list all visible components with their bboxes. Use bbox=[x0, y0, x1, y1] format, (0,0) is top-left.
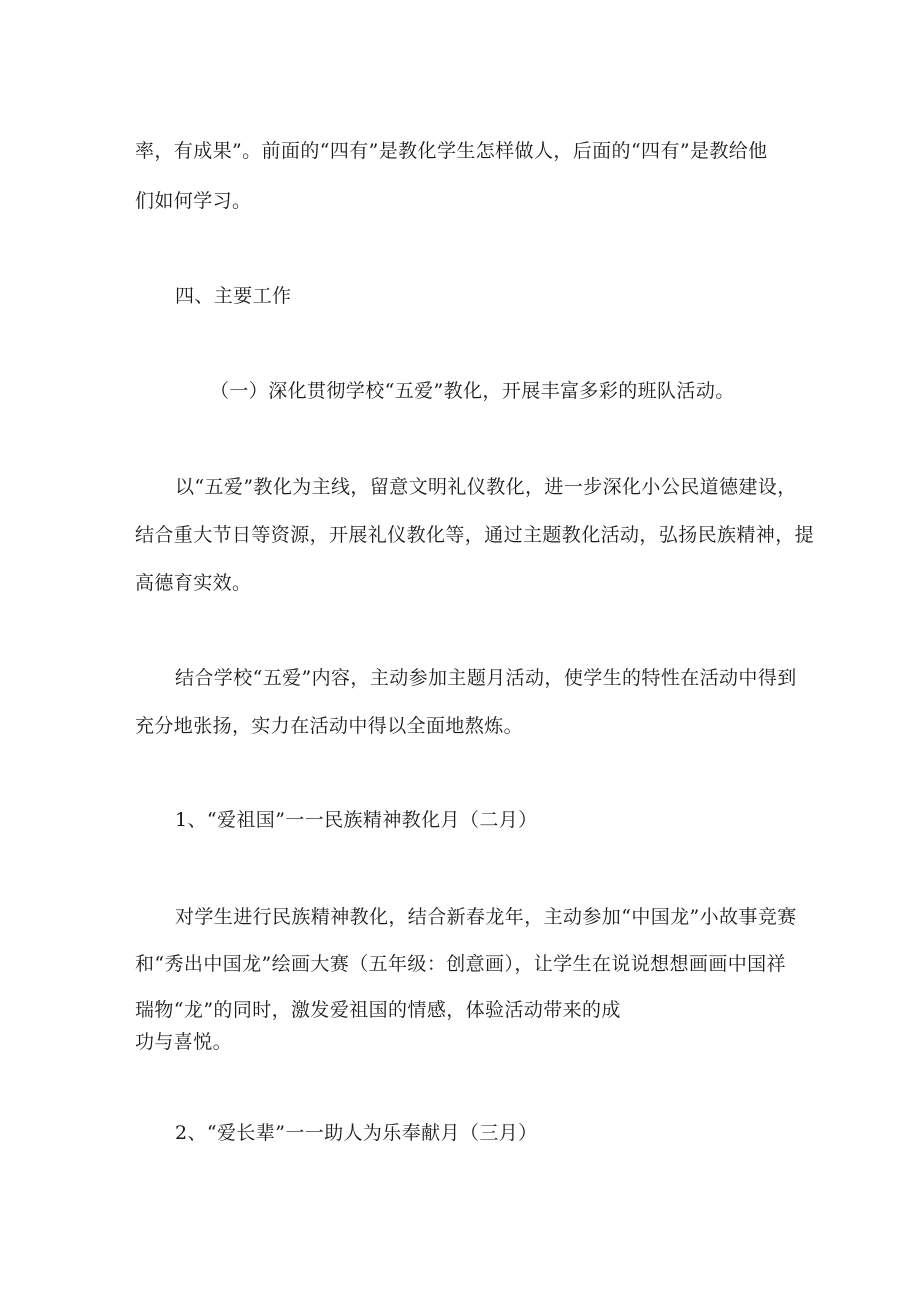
para-4-line-3: 瑞物“龙”的同时，激发爱祖国的情感，体验活动带来的成 bbox=[135, 999, 621, 1021]
subheading-wuai-education: （一）深化贯彻学校“五爱”教化，开展丰富多彩的班队活动。 bbox=[210, 380, 735, 402]
para-2-line-2: 结合重大节日等资源，开展礼仪教化等，通过主题教化活动，弘扬民族精神，提 bbox=[135, 524, 815, 546]
para-intro-line-2: 们如何学习。 bbox=[135, 190, 252, 212]
para-2-line-1: 以“五爱”教化为主线，留意文明礼仪教化，进一步深化小公民道德建设， bbox=[175, 476, 797, 498]
heading-main-work: 四、主要工作 bbox=[175, 285, 292, 307]
para-3-line-1: 结合学校“五爱”内容，主动参加主题月活动，使学生的特性在活动中得到 bbox=[175, 667, 797, 689]
para-4-line-4: 功与喜悦。 bbox=[135, 1031, 233, 1053]
para-4-line-1: 对学生进行民族精神教化，结合新春龙年，主动参加“中国龙”小故事竞赛 bbox=[175, 906, 797, 928]
para-2-line-3: 高德育实效。 bbox=[135, 572, 252, 594]
para-3-line-2: 充分地张扬，实力在活动中得以全面地熬炼。 bbox=[135, 715, 524, 737]
item-2-title: 2、“爱长辈”一一助人为乐奉献月（三月） bbox=[175, 1122, 538, 1144]
item-1-title: 1、“爱祖国”一一民族精神教化月（二月） bbox=[175, 809, 538, 831]
para-intro-line-1: 率，有成果”。前面的“四有”是教化学生怎样做人，后面的“四有”是教给他 bbox=[135, 140, 768, 162]
para-4-line-2: 和“秀出中国龙”绘画大赛（五年级：创意画），让学生在说说想想画画中国祥 bbox=[135, 953, 786, 975]
